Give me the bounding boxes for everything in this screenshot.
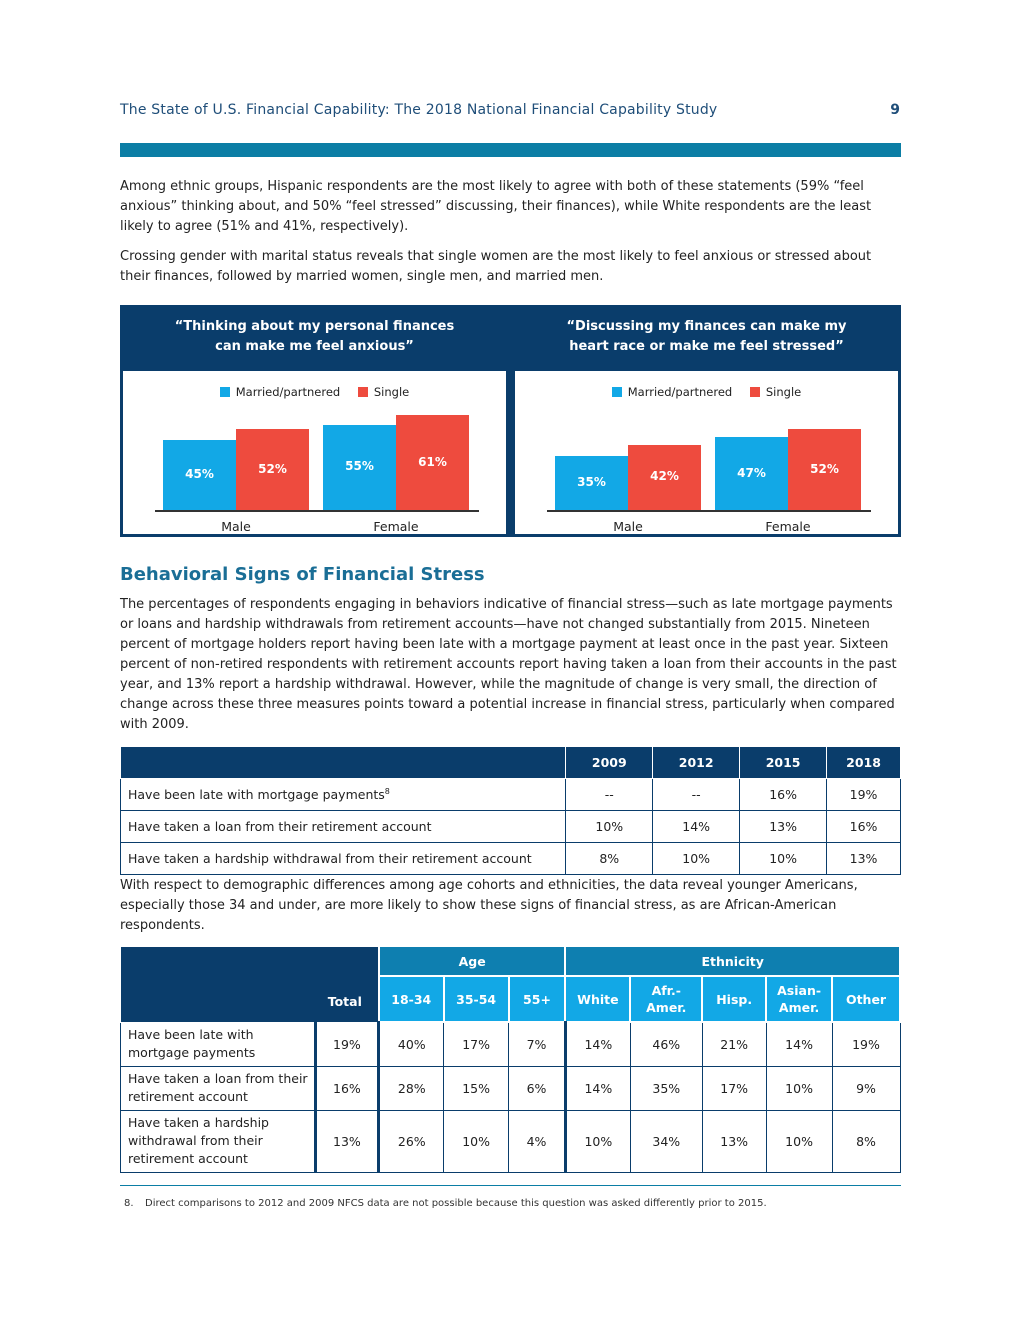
header-divider-bar	[120, 143, 901, 157]
table-cell: 16%	[740, 779, 827, 811]
table-cell: 16%	[315, 1066, 379, 1110]
table-cell: 34%	[630, 1110, 702, 1172]
table-cell: 10%	[766, 1110, 832, 1172]
table-cell: 26%	[379, 1110, 444, 1172]
ethnicity-column-header: White	[565, 976, 630, 1022]
table-cell: 19%	[827, 779, 901, 811]
table-cell: 19%	[315, 1022, 379, 1066]
table-cell: 35%	[630, 1066, 702, 1110]
table-cell: --	[653, 779, 740, 811]
bar-value-label: 47%	[737, 465, 766, 480]
section-body: The percentages of respondents engaging in behaviors indicative of financial stress—such as late mortgage payments or loans and hardship withdrawals from retirement accounts—have not changed substantially from 2015. Nineteen percent of mortgage holders report having been late with a mortgage payment at least once in the past year. Sixteen percent of non-retired respondents with retirement accounts report having taken a loan from their accounts in the past year, and 13% report a hardship withdrawal. However, while the magnitude of change is very small, the direction of change across these three measures points toward a potential increase in financial stress, particularly when compared with 2009.	[120, 597, 897, 732]
footnote	[124, 1198, 767, 1209]
table-cell: 15%	[444, 1066, 509, 1110]
table-cell: 8%	[832, 1110, 900, 1172]
table-cell: 7%	[509, 1022, 566, 1066]
table-cell: 28%	[379, 1066, 444, 1110]
row-label: Have taken a loan from their retirement account	[121, 1066, 316, 1110]
legend-swatch-single	[358, 387, 368, 397]
legend-label-married: Married/partnered	[627, 385, 733, 399]
table-row	[121, 779, 901, 811]
year-header: 2018	[827, 747, 901, 779]
legend-label-single: Single	[373, 385, 410, 399]
bar-value-label: 42%	[650, 469, 679, 484]
table-cell: 10%	[653, 843, 740, 875]
chart-panel-stressed	[512, 305, 901, 537]
ethnicity-group-header: Ethnicity	[565, 946, 900, 976]
table-cell: 17%	[444, 1022, 509, 1066]
legend-label-single: Single	[765, 385, 802, 399]
table-cell: 8%	[566, 843, 653, 875]
table-cell: 19%	[832, 1022, 900, 1066]
footnote-divider	[120, 1185, 901, 1186]
chart-frame	[120, 305, 901, 537]
table-cell: 16%	[827, 811, 901, 843]
running-header-title: The State of U.S. Financial Capability: The 2018 National Financial Capability Study	[120, 102, 718, 118]
table-row	[121, 843, 901, 875]
table-cell: 13%	[827, 843, 901, 875]
demographics-table	[120, 945, 901, 1173]
row-label: Have been late with mortgage payments	[128, 787, 385, 803]
table-cell: 10%	[740, 843, 827, 875]
table-cell: 10%	[444, 1110, 509, 1172]
row-label: Have taken a loan from their retirement account	[121, 811, 566, 843]
trend-table	[120, 746, 901, 875]
table-cell: 13%	[702, 1110, 766, 1172]
year-header: 2009	[566, 747, 653, 779]
chart-legend	[515, 385, 898, 399]
total-header: Total	[327, 993, 362, 1009]
chart-title-stressed: “Discussing my finances can make my heart race or make me feel stressed”	[566, 319, 847, 354]
table-cell: 40%	[379, 1022, 444, 1066]
table-cell: 10%	[566, 811, 653, 843]
year-header: 2015	[740, 747, 827, 779]
section-title: Behavioral Signs of Financial Stress	[120, 564, 485, 585]
year-header: 2012	[653, 747, 740, 779]
age-column-header: 18-34	[379, 976, 444, 1022]
ethnicity-column-header: Afr.- Amer.	[630, 976, 702, 1022]
bar-value-label: 61%	[418, 454, 447, 469]
demographics-paragraph: With respect to demographic differences among age cohorts and ethnicities, the data reveal younger Americans, especially those 34 and under, are more likely to show these signs of financial stress, as are African-American respondents.	[120, 878, 858, 933]
table-cell: 14%	[565, 1066, 630, 1110]
legend-swatch-single	[750, 387, 760, 397]
legend-swatch-married	[220, 387, 230, 397]
chart-legend	[123, 385, 506, 399]
intro-paragraph-2: Crossing gender with marital status reveals that single women are the most likely to feel anxious or stressed about their finances, followed by married women, single men, and married men.	[120, 249, 872, 284]
table-cell: --	[566, 779, 653, 811]
bar-value-label: 55%	[345, 459, 374, 474]
chart-panel-anxious	[120, 305, 509, 537]
legend-label-married: Married/partnered	[235, 385, 341, 399]
row-label: Have taken a hardship withdrawal from their retirement account	[121, 1110, 316, 1172]
bar-value-label: 35%	[577, 474, 606, 489]
table-cell: 14%	[653, 811, 740, 843]
table-cell: 10%	[766, 1066, 832, 1110]
table-cell: 46%	[630, 1022, 702, 1066]
category-label: Male	[613, 519, 643, 534]
bar-value-label: 52%	[258, 461, 287, 476]
table-cell: 10%	[565, 1110, 630, 1172]
table-cell: 9%	[832, 1066, 900, 1110]
table-cell: 6%	[509, 1066, 566, 1110]
page-number: 9	[890, 102, 900, 118]
age-column-header: 55+	[509, 976, 566, 1022]
category-label: Female	[765, 519, 811, 534]
table-cell: 13%	[740, 811, 827, 843]
table-cell: 21%	[702, 1022, 766, 1066]
age-column-header: 35-54	[444, 976, 509, 1022]
table-cell: 14%	[766, 1022, 832, 1066]
footnote-number: 8.	[124, 1198, 134, 1209]
category-label: Male	[221, 519, 251, 534]
table-cell: 13%	[315, 1110, 379, 1172]
age-group-header: Age	[379, 946, 566, 976]
ethnicity-column-header: Other	[832, 976, 900, 1022]
table-cell: 4%	[509, 1110, 566, 1172]
x-axis-line	[155, 510, 479, 512]
table-cell: 14%	[565, 1022, 630, 1066]
x-axis-line	[547, 510, 871, 512]
bar-value-label: 52%	[810, 461, 839, 476]
bar-value-label: 45%	[185, 467, 214, 482]
row-label: Have taken a hardship withdrawal from their retirement account	[121, 843, 566, 875]
category-label: Female	[373, 519, 419, 534]
table-cell: 17%	[702, 1066, 766, 1110]
table-row	[121, 811, 901, 843]
footnote-text: Direct comparisons to 2012 and 2009 NFCS data are not possible because this question was asked differently prior to 2015.	[145, 1198, 767, 1209]
row-label: Have been late with mortgage payments	[121, 1022, 316, 1066]
table-row	[121, 1022, 901, 1066]
ethnicity-column-header: Asian- Amer.	[766, 976, 832, 1022]
table-row	[121, 1110, 901, 1172]
chart-title-anxious: “Thinking about my personal finances can make me feel anxious”	[174, 319, 455, 354]
ethnicity-column-header: Hisp.	[702, 976, 766, 1022]
legend-swatch-married	[612, 387, 622, 397]
table-row	[121, 1066, 901, 1110]
footnote-ref: 8	[384, 786, 390, 796]
table-header-row	[121, 747, 901, 779]
intro-paragraph-1: Among ethnic groups, Hispanic respondents are the most likely to agree with both of these statements (59% “feel anxious” thinking about, and 50% “feel stressed” discussing, their finances), while White respondents are the least likely to agree (51% and 41%, respectively).	[120, 179, 872, 234]
